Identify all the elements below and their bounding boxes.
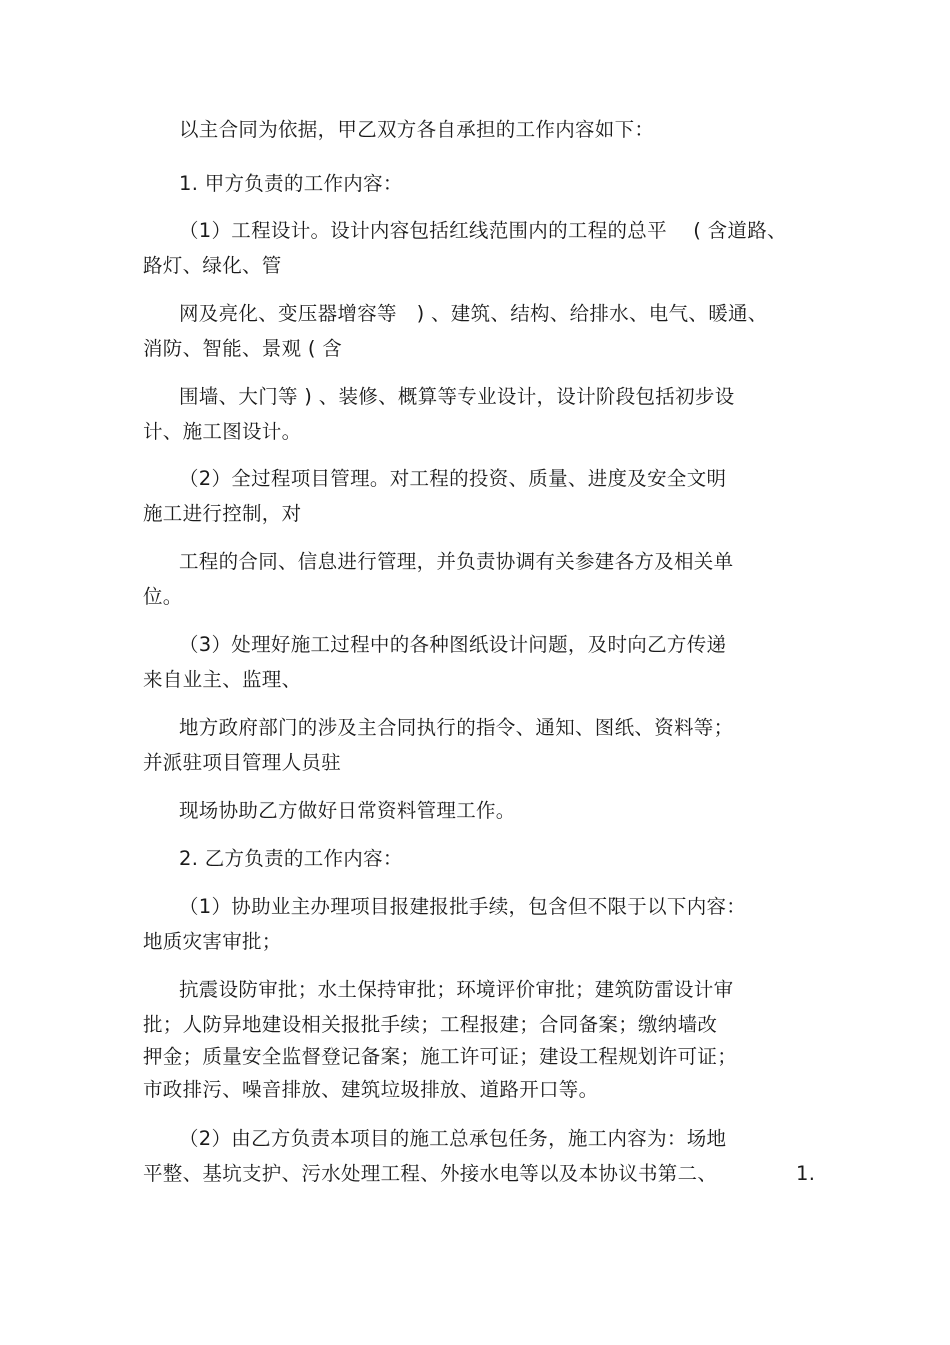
paragraph-line: （1）工程设计。设计内容包括红线范围内的工程的总平 ( 含道路、 xyxy=(179,219,787,242)
section-heading-party-a: 1. 甲方负责的工作内容： xyxy=(179,172,403,195)
paragraph-line: 消防、智能、景观 ( 含 xyxy=(143,337,343,360)
paragraph-line: 来自业主、监理、 xyxy=(143,668,302,691)
paragraph-line: 施工进行控制，对 xyxy=(143,502,302,525)
page-number: 1. xyxy=(796,1162,816,1185)
paragraph-line: 网及亮化、变压器增容等 ) 、建筑、结构、给排水、电气、暖通、 xyxy=(179,302,768,325)
paragraph-line: 位。 xyxy=(143,585,183,608)
paragraph-line: 押金；质量安全监督登记备案；施工许可证；建设工程规划许可证； xyxy=(143,1045,738,1068)
paragraph-line: （2）全过程项目管理。对工程的投资、质量、进度及安全文明 xyxy=(179,467,727,490)
paragraph-line: 地方政府部门的涉及主合同执行的指令、通知、图纸、资料等； xyxy=(179,716,734,739)
paragraph-line: 计、施工图设计。 xyxy=(143,420,302,443)
paragraph-line: 并派驻项目管理人员驻 xyxy=(143,751,342,774)
paragraph-line: （1）协助业主办理项目报建报批手续，包含但不限于以下内容： xyxy=(179,895,747,918)
paragraph-line: 市政排污、噪音排放、建筑垃圾排放、道路开口等。 xyxy=(143,1078,599,1101)
intro-paragraph: 以主合同为依据，甲乙双方各自承担的工作内容如下： xyxy=(179,118,655,141)
paragraph-line: 地质灾害审批； xyxy=(143,930,282,953)
paragraph-line: 批；人防异地建设相关报批手续；工程报建；合同备案；缴纳墙改 xyxy=(143,1013,718,1036)
section-heading-party-b: 2. 乙方负责的工作内容： xyxy=(179,847,403,870)
paragraph-line: （2）由乙方负责本项目的施工总承包任务，施工内容为：场地 xyxy=(179,1127,727,1150)
paragraph-line: （3）处理好施工过程中的各种图纸设计问题，及时向乙方传递 xyxy=(179,633,727,656)
paragraph-line: 路灯、绿化、管 xyxy=(143,254,282,277)
paragraph-line: 平整、基坑支护、污水处理工程、外接水电等以及本协议书第二、 xyxy=(143,1162,718,1185)
paragraph-line: 抗震设防审批；水土保持审批；环境评价审批；建筑防雷设计审 xyxy=(179,978,734,1001)
paragraph-line: 围墙、大门等 ) 、装修、概算等专业设计，设计阶段包括初步设 xyxy=(179,385,735,408)
paragraph-line: 工程的合同、信息进行管理，并负责协调有关参建各方及相关单 xyxy=(179,550,734,573)
paragraph-line: 现场协助乙方做好日常资料管理工作。 xyxy=(179,799,516,822)
